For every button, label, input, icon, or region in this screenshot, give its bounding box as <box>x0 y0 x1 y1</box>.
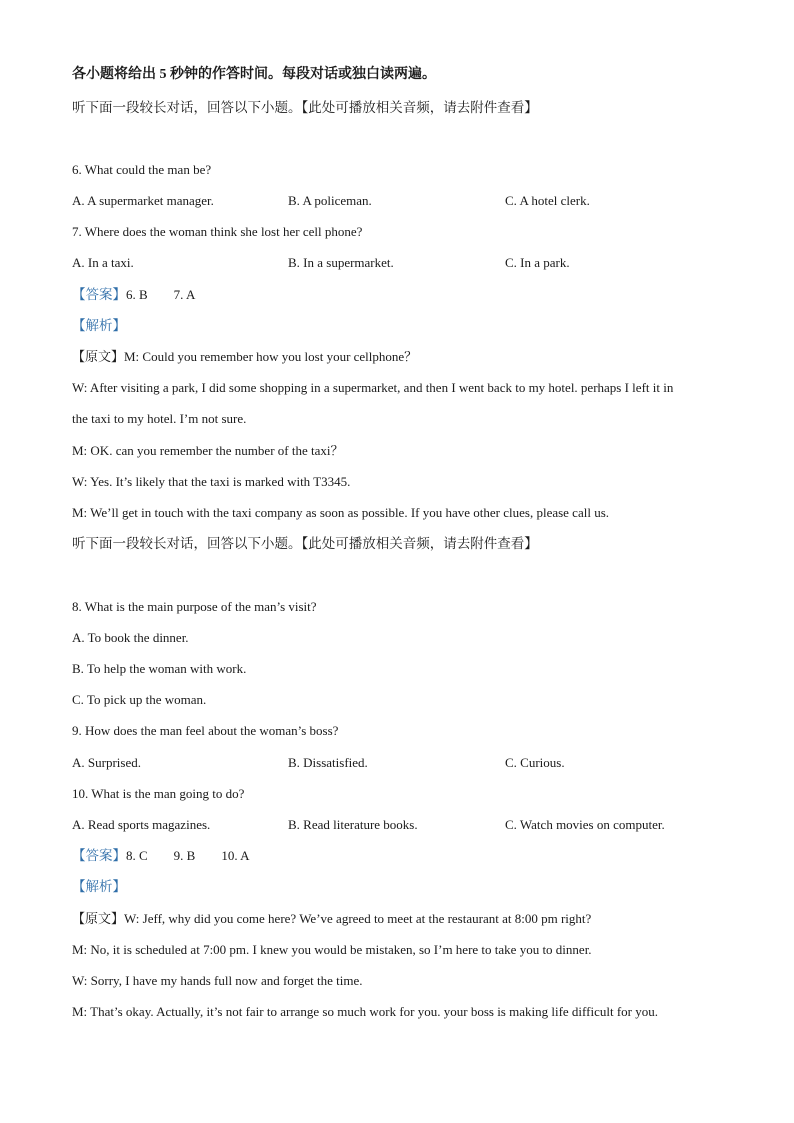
transcript-line: the taxi to my hotel. I’m not sure. <box>72 411 247 426</box>
transcript-line: 【原文】W: Jeff, why did you come here? We’ve agreed to meet at the restaurant at 8:00 pm right? <box>72 911 592 926</box>
q8-option-c: C. To pick up the woman. <box>72 692 207 707</box>
transcript-line: W: Sorry, I have my hands full now and forget the time. <box>72 973 363 988</box>
analysis-label: 【解析】 <box>72 318 126 333</box>
question-8: 8. What is the main purpose of the man’s visit? <box>72 599 317 614</box>
q9-option-b: B. Dissatisfied. <box>288 755 368 770</box>
answer-label: 【答案】 <box>72 848 126 863</box>
listen-prompt: 听下面一段较长对话，回答以下小题。【此处可播放相关音频，请去附件查看】 <box>72 100 538 115</box>
answer-line <box>72 847 250 865</box>
question-7: 7. Where does the woman think she lost her cell phone? <box>72 224 363 239</box>
q7-option-a: A. In a taxi. <box>72 255 134 270</box>
q7-option-c: C. In a park. <box>505 255 570 270</box>
answer-item: 8. C <box>126 848 148 863</box>
q6-option-b: B. A policeman. <box>288 193 372 208</box>
transcript-line: M: OK. can you remember the number of the taxi？ <box>72 443 344 458</box>
question-10: 10. What is the man going to do? <box>72 786 245 801</box>
transcript-line: W: Yes. It’s likely that the taxi is marked with T3345. <box>72 474 351 489</box>
q10-option-b: B. Read literature books. <box>288 817 418 832</box>
answer-line <box>72 286 195 304</box>
question-9: 9. How does the man feel about the woman’s boss? <box>72 723 339 738</box>
q9-option-c: C. Curious. <box>505 755 565 770</box>
answer-label: 【答案】 <box>72 287 126 302</box>
transcript-line: M: We’ll get in touch with the taxi company as soon as possible. If you have other clues, please call us. <box>72 505 610 520</box>
q9-option-a: A. Surprised. <box>72 755 141 770</box>
transcript-line: W: After visiting a park, I did some shopping in a supermarket, and then I went back to my hotel. perhaps I left it in <box>72 380 674 395</box>
answer-item: 10. A <box>221 848 250 863</box>
answer-item: 6. B <box>126 287 148 302</box>
q8-option-b: B. To help the woman with work. <box>72 661 247 676</box>
transcript-line: 【原文】M: Could you remember how you lost your cellphone？ <box>72 349 418 364</box>
answer-item: 7. A <box>173 287 196 302</box>
q6-option-c: C. A hotel clerk. <box>505 193 590 208</box>
answer-item: 9. B <box>173 848 196 863</box>
instruction-line: 各小题将给出 5 秒钟的作答时间。每段对话或独白读两遍。 <box>72 67 436 82</box>
q7-option-b: B. In a supermarket. <box>288 255 394 270</box>
q6-option-a: A. A supermarket manager. <box>72 193 214 208</box>
transcript-line: M: That’s okay. Actually, it’s not fair to arrange so much work for you. your boss is making life difficult for you. <box>72 1004 658 1019</box>
transcript-line: M: No, it is scheduled at 7:00 pm. I knew you would be mistaken, so I’m here to take you to dinner. <box>72 942 592 957</box>
q10-option-c: C. Watch movies on computer. <box>505 817 665 832</box>
question-6: 6. What could the man be? <box>72 162 212 177</box>
q10-option-a: A. Read sports magazines. <box>72 817 211 832</box>
listen-prompt: 听下面一段较长对话，回答以下小题。【此处可播放相关音频，请去附件查看】 <box>72 536 538 551</box>
q8-option-a: A. To book the dinner. <box>72 630 189 645</box>
analysis-label: 【解析】 <box>72 879 126 894</box>
